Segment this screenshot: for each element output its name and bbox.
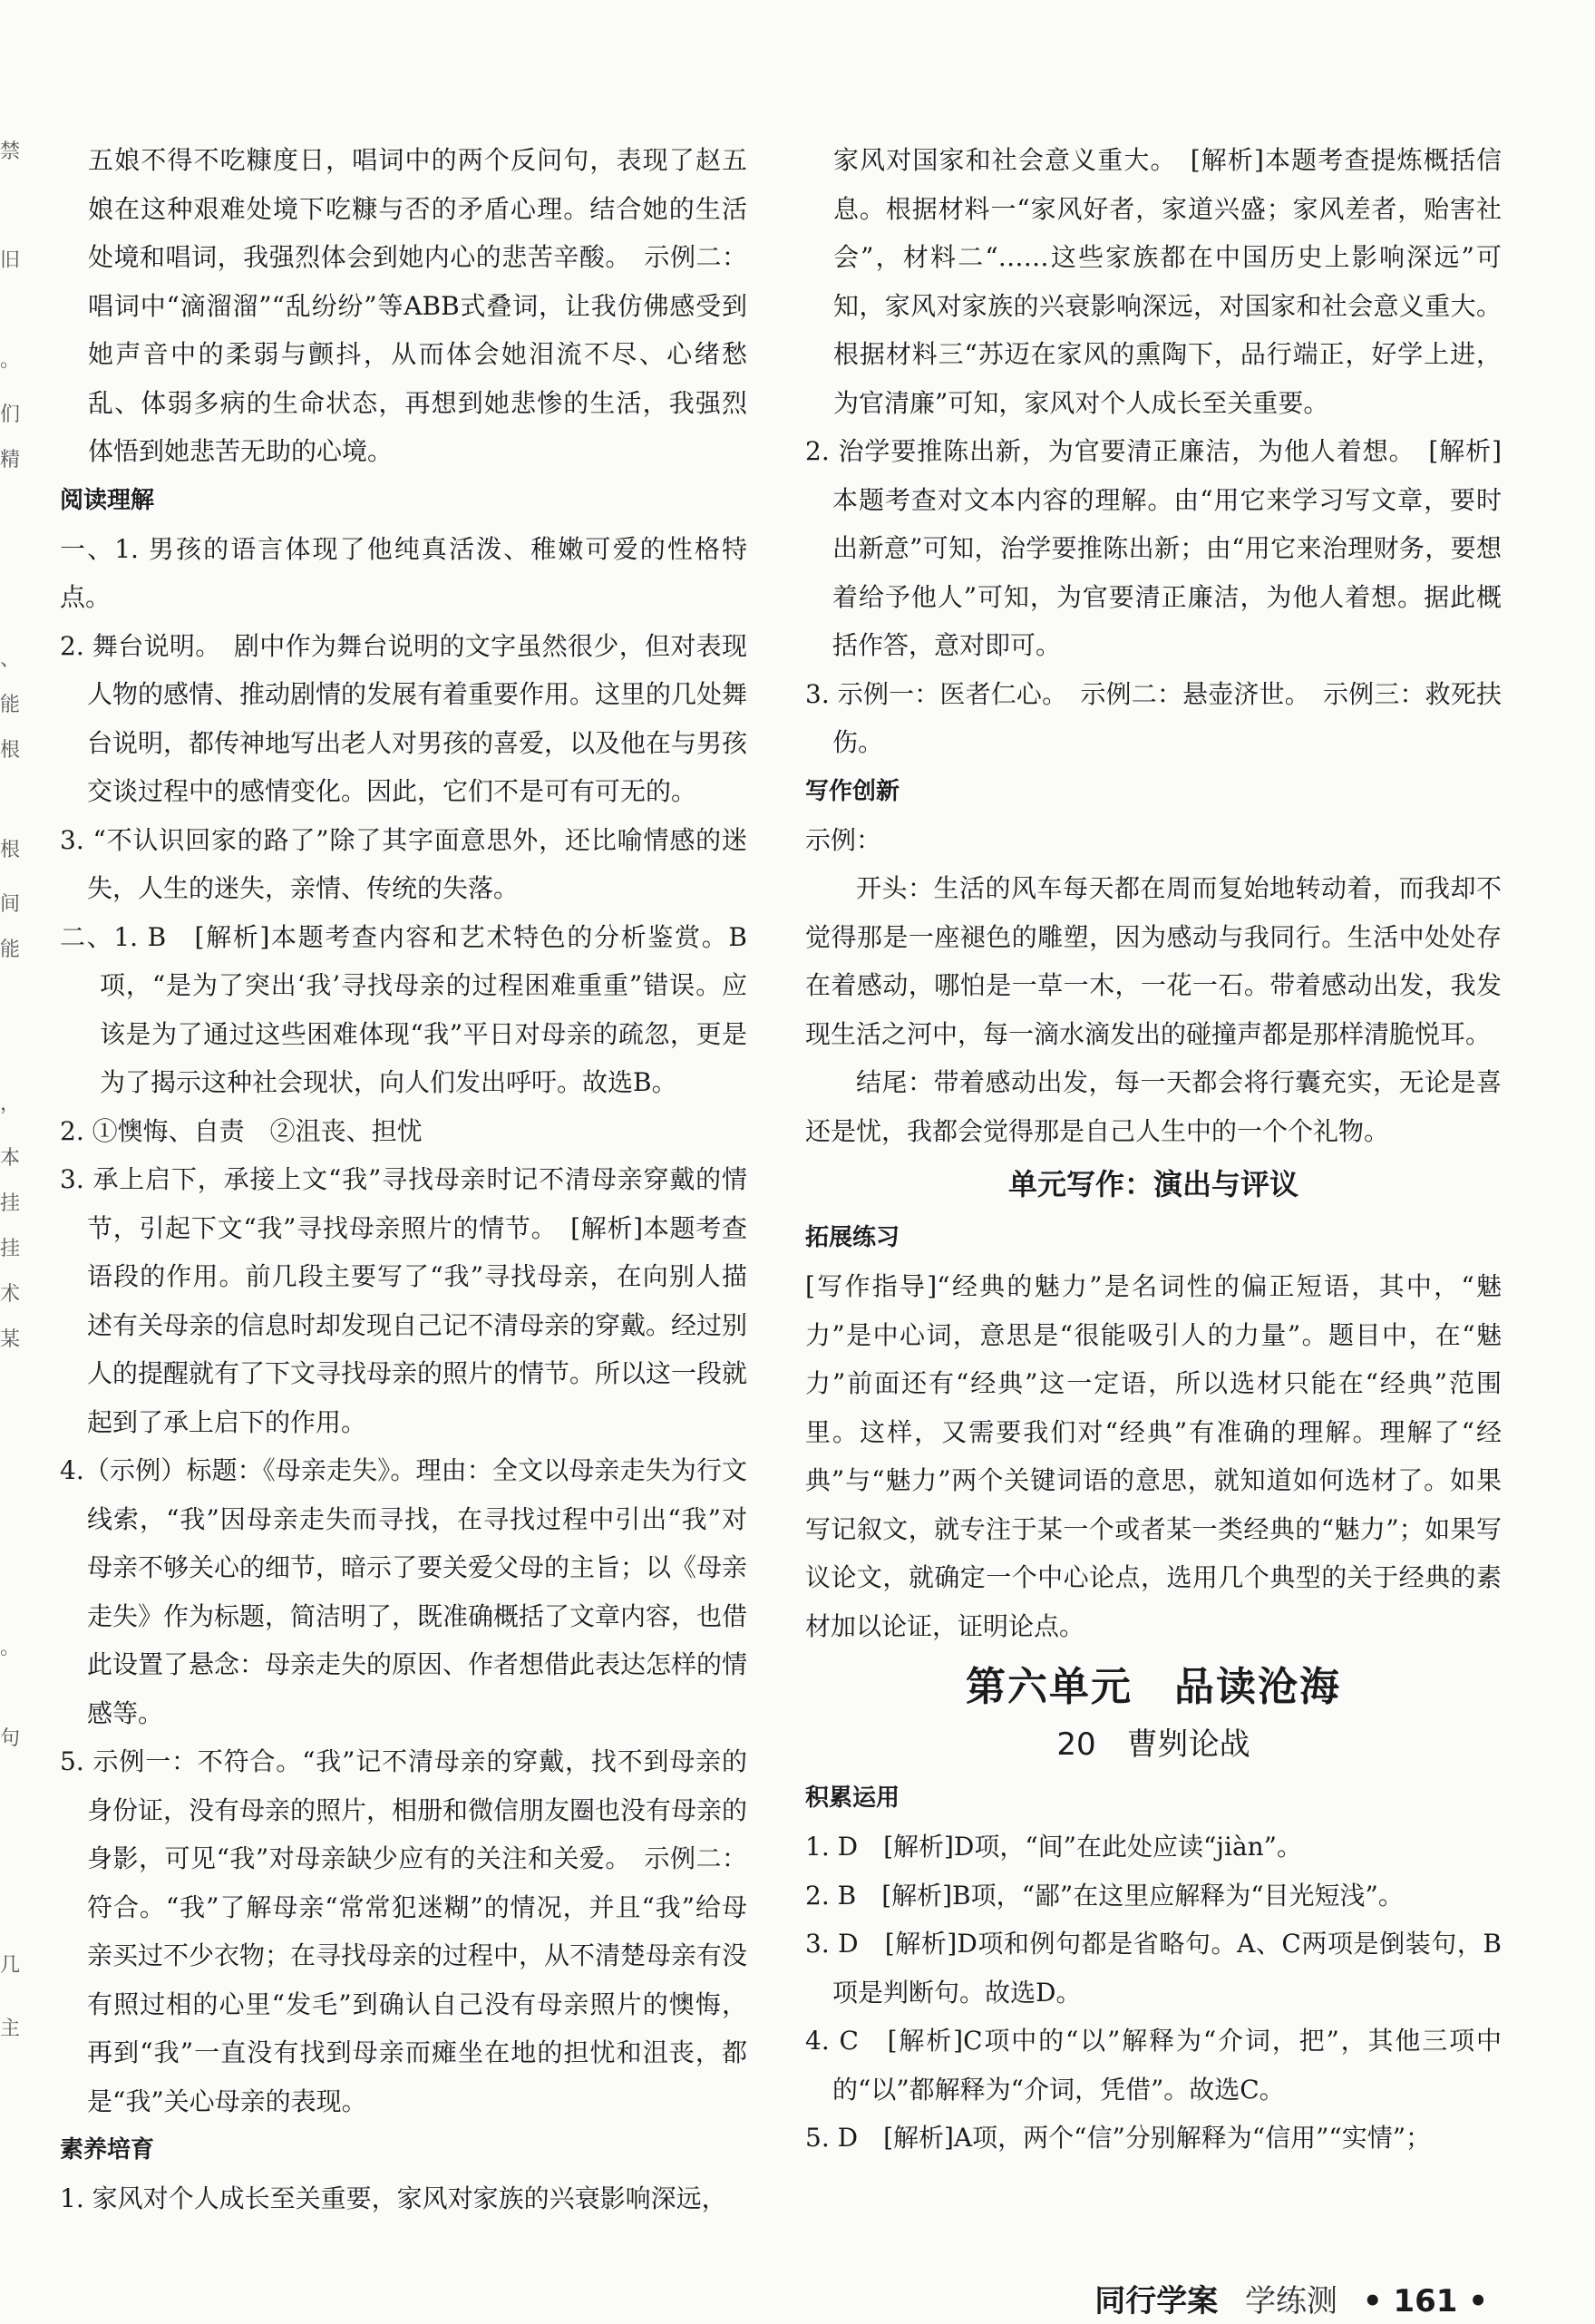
edge-char: 能	[0, 694, 21, 716]
answer-item: 1. D [解析]D项，“间”在此处应读“jiàn”。	[805, 1832, 1302, 1862]
left-edge-cropped-text	[0, 136, 21, 2222]
answer-item: 5. D [解析]A项，两个“信”分别解释为“信用”“实情”；	[805, 2123, 1432, 2153]
answer-item: 2. B [解析]B项，“鄙”在这里应解释为“目光短浅”。	[805, 1880, 1404, 1911]
answer-item: 4. C [解析]C项中的“以”解释为“介词，把”，其他三项中的“以”都解释为“介词，凭借”。故选C。	[805, 2026, 1502, 2105]
unit-writing-title: 单元写作：演出与评议	[1007, 1167, 1298, 1201]
edge-char: 根	[0, 839, 21, 861]
right-column	[805, 136, 1502, 2163]
sample-ending: 结尾：带着感动出发，每一天都会将行囊充实，无论是喜还是忧，我都会觉得那是自己人生中的一个个礼物。	[805, 1067, 1502, 1146]
edge-char: 术	[0, 1283, 21, 1306]
answer-item: 2. 治学要推陈出新，为官要清正廉洁，为他人着想。 [解析]本题考查对文本内容的理解。由“用它来学习写文章，要时出新意”可知，治学要推陈出新；由“用它来治理财务，要想着给予他人”可知，为官要清正廉洁，为他人着想。据此概括作答，意对即可。	[805, 436, 1502, 660]
footer-subtitle: 学练测	[1245, 2283, 1338, 2319]
answer-item: 一、1. 男孩的语言体现了他纯真活泼、稚嫩可爱的性格特点。	[60, 533, 747, 612]
section-heading-reading: 阅读理解	[60, 486, 155, 514]
answer-item: 2. ①懊悔、自责 ②沮丧、担忧	[60, 1115, 423, 1146]
example-label: 示例：	[805, 824, 882, 855]
edge-char: 、	[0, 648, 21, 671]
answer-item: 2. 舞台说明。 剧中作为舞台说明的文字虽然很少，但对表现人物的感情、推动剧情的发展有着重要作用。这里的几处舞台说明，都传神地写出老人对男孩的喜爱，以及他在与男孩交谈过程中的感情变化。因此，它们不是可有可无的。	[60, 630, 748, 806]
edge-char: 挂	[0, 1238, 21, 1260]
section-heading-extension: 拓展练习	[805, 1224, 900, 1251]
edge-char: 。	[0, 1637, 21, 1659]
edge-char: 几	[0, 1954, 21, 1977]
edge-char: 句	[0, 1727, 21, 1750]
page-number: • 161 •	[1362, 2283, 1488, 2319]
edge-char: 能	[0, 938, 21, 961]
section-heading-writing: 写作创新	[805, 777, 900, 805]
edge-char: 间	[0, 893, 21, 916]
writing-guide: [写作指导]“经典的魅力”是名词性的偏正短语，其中，“魅力”是中心词，意思是“很能吸引人的力量”。题目中，在“魅力”前面还有“经典”这一定语，所以选材只能在“经典”范围里。这样，又需要我们对“经典”有准确的理解。理解了“经典”与“魅力”两个关键词语的意思，就知道如何选材了。如果写记叙文，就专注于某一个或者某一类经典的“魅力”；如果写议论文，就确定一个中心论点，选用几个典型的关于经典的素材加以论证，证明论点。	[805, 1271, 1502, 1641]
answer-item: 3. D [解析]D项和例句都是省略句。A、C两项是倒装句，B项是判断句。故选D。	[805, 1929, 1502, 2008]
sample-opening: 开头：生活的风车每天都在周而复始地转动着，而我却不觉得那是一座褪色的雕塑，因为感动与我同行。生活中处处存在着感动，哪怕是一草一木，一花一石。带着感动出发，我发现生活之河中，每一滴水滴发出的碰撞声都是那样清脆悦耳。	[805, 873, 1502, 1049]
answer-item: 3. 示例一：医者仁心。 示例二：悬壶济世。 示例三：救死扶伤。	[805, 678, 1502, 757]
edge-char: 挂	[0, 1192, 21, 1215]
unit-six-title: 第六单元 品读沧海	[966, 1664, 1341, 1710]
answer-item: 二、1. B [解析]本题考查内容和艺术特色的分析鉴赏。B项，“是为了突出‘我’寻找母亲的过程困难重重”错误。应该是为了通过这些困难体现“我”平日对母亲的疏忽，更是为了揭示这种社会现状，向人们发出呼吁。故选B。	[60, 921, 747, 1097]
answer-continued-paragraph: 五娘不得不吃糠度日，唱词中的两个反问句，表现了赵五娘在这种艰难处境下吃糠与否的矛盾心理。结合她的生活处境和唱词，我强烈体会到她内心的悲苦辛酸。 示例二：唱词中“滴溜溜”“乱纷纷”等ABB式叠词，让我仿佛感受到她声音中的柔弱与颤抖，从而体会她泪流不尽、心绪愁乱、体弱多病的生命状态，再想到她悲惨的生活，我强烈体悟到她悲苦无助的心境。	[88, 145, 747, 466]
left-column	[60, 136, 747, 2223]
answer-item: 1. 家风对个人成长至关重要，家风对家族的兴衰影响深远，	[60, 2183, 727, 2213]
answer-item: 3. “不认识回家的路了”除了其字面意思外，还比喻情感的迷失，人生的迷失，亲情、传统的失落。	[60, 824, 747, 903]
edge-char: 某	[0, 1328, 21, 1351]
edge-char: 。	[0, 349, 21, 372]
answer-item: 4.（示例）标题：《母亲走失》。理由：全文以母亲走失为行文线索，“我”因母亲走失而寻找，在寻找过程中引出“我”对母亲不够关心的细节，暗示了要关爱父母的主旨；以《母亲走失》作为标题，简洁明了，既准确概括了文章内容，也借此设置了悬念：母亲走失的原因、作者想借此表达怎样的情感等。	[60, 1455, 748, 1728]
answer-item: 3. 承上启下，承接上文“我”寻找母亲时记不清母亲穿戴的情节，引起下文“我”寻找母亲照片的情节。 [解析]本题考查语段的作用。前几段主要写了“我”寻找母亲，在向别人描述有关母亲的信息时却发现自己记不清母亲的穿戴。经过别人的提醒就有了下文寻找母亲的照片的情节。所以这一段就起到了承上启下的作用。	[60, 1164, 748, 1437]
footer-brand: 同行学案	[1094, 2283, 1219, 2319]
edge-char: 禁	[0, 141, 21, 163]
edge-char: 主	[0, 2018, 21, 2040]
lesson-title: 20 曹刿论战	[1056, 1726, 1250, 1763]
edge-char: 旧	[0, 249, 21, 272]
edge-char: 精	[0, 449, 21, 472]
answer-continued-paragraph: 家风对国家和社会意义重大。 [解析]本题考查提炼概括信息。根据材料一“家风好者，家道兴盛；家风差者，贻害社会”，材料二“……这些家族都在中国历史上影响深远”可知，家风对家族的兴衰影响深远，对国家和社会意义重大。根据材料三“苏迈在家风的熏陶下，品行端正，好学上进，为官清廉”可知，家风对个人成长至关重要。	[833, 145, 1502, 418]
edge-char: 根	[0, 739, 21, 762]
section-heading-literacy: 素养培育	[60, 2136, 155, 2164]
edge-char: ，	[0, 1093, 21, 1115]
page-footer	[1094, 2276, 1488, 2320]
edge-char: 本	[0, 1147, 21, 1170]
edge-char: 们	[0, 404, 21, 426]
answer-item: 5. 示例一：不符合。“我”记不清母亲的穿戴，找不到母亲的身份证，没有母亲的照片，相册和微信朋友圈也没有母亲的身影，可见“我”对母亲缺少应有的关注和关爱。 示例二：符合。“我”了解母亲“常常犯迷糊”的情况，并且“我”给母亲买过不少衣物；在寻找母亲的过程中，从不清楚母亲有没有照过相的心里“发毛”到确认自己没有母亲照片的懊悔，再到“我”一直没有找到母亲而瘫坐在地的担忧和沮丧，都是“我”关心母亲的表现。	[60, 1746, 748, 2116]
section-heading-accumulation: 积累运用	[805, 1784, 900, 1812]
